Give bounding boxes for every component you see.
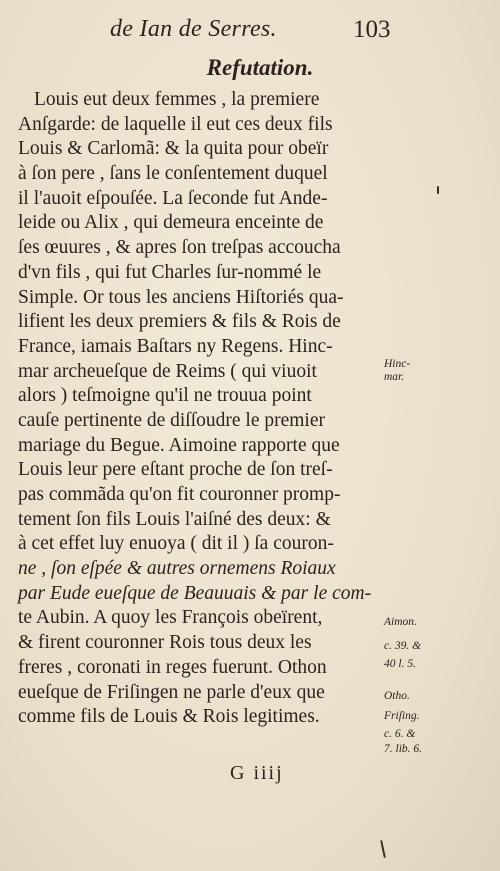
- text-line: mar archeueſque de Reims ( qui viuoit: [18, 360, 317, 382]
- text-line: te Aubin. A quoy les François obeïrent,: [18, 607, 323, 629]
- text-line: d'vn fils , qui fut Charles ſur-nommé le: [18, 261, 322, 283]
- text-line: ne , ſon eſpée & autres ornemens Roiaux: [18, 558, 336, 580]
- page-number: 103: [353, 16, 391, 43]
- text-line: à cet effet luy enuoya ( dit il ) ſa couron-: [18, 533, 334, 555]
- text-line: à ſon pere , ſans le conſentement duquel: [18, 163, 328, 185]
- body-text: [18, 88, 383, 730]
- text-line: leide ou Alix , qui demeura enceinte de: [18, 212, 324, 234]
- margin-note: 40 l. 5.: [384, 658, 416, 670]
- text-line: mariage du Begue. Aimoine rapporte que: [18, 434, 340, 456]
- running-title: de Ian de Serres.: [110, 16, 277, 42]
- margin-note: c. 6. &: [384, 728, 416, 740]
- text-line: il l'auoit eſpouſée. La ſeconde fut Ande-: [18, 187, 328, 209]
- text-line: Louis leur pere eſtant proche de ſon treſ-: [18, 459, 333, 481]
- ink-speck: [380, 840, 386, 858]
- signature-mark: G iiij: [230, 762, 284, 784]
- margin-note: Otho.: [384, 690, 410, 702]
- margin-note: Aimon.: [384, 616, 417, 628]
- text-line: cauſe pertinente de diſſoudre le premier: [18, 409, 325, 431]
- text-line: Anſgarde: de laquelle il eut ces deux fils: [18, 113, 333, 135]
- text-line: France, iamais Baſtars ny Regens. Hinc-: [18, 335, 333, 357]
- text-line: eueſque de Friſingen ne parle d'eux que: [18, 681, 325, 703]
- margin-note: Hinc-: [384, 358, 411, 370]
- text-line: freres , coronati in reges fuerunt. Othon: [18, 656, 327, 678]
- text-line: par Eude eueſque de Beauuais & par le com-: [18, 582, 372, 604]
- text-line: lifient les deux premiers & fils & Rois de: [18, 311, 341, 333]
- margin-note: c. 39. &: [384, 640, 422, 652]
- page-header: [0, 16, 500, 46]
- ink-speck: [437, 186, 439, 194]
- margin-note: mar.: [384, 371, 405, 383]
- text-line: tement ſon fils Louis l'aiſné des deux: &: [18, 508, 331, 530]
- text-line: Louis eut deux femmes , la premiere: [34, 89, 320, 110]
- text-line: & firent couronner Rois tous deux les: [18, 632, 312, 654]
- margin-note: 7. lib. 6.: [384, 743, 423, 755]
- text-line: pas commãda qu'on fit couronner promp-: [18, 484, 341, 505]
- text-line: ſes œuures , & apres ſon treſpas accoucha: [18, 237, 341, 259]
- text-line: comme fils de Louis & Rois legitimes.: [18, 706, 320, 728]
- text-line: Louis & Carlomã: & la quita pour obeïr: [18, 138, 329, 160]
- margin-note: Friſing.: [384, 710, 420, 722]
- text-line: alors ) teſmoigne qu'il ne trouua point: [18, 385, 312, 407]
- section-title: Refutation.: [206, 55, 314, 80]
- text-line: Simple. Or tous les anciens Hiſtoriés qua-: [18, 286, 344, 308]
